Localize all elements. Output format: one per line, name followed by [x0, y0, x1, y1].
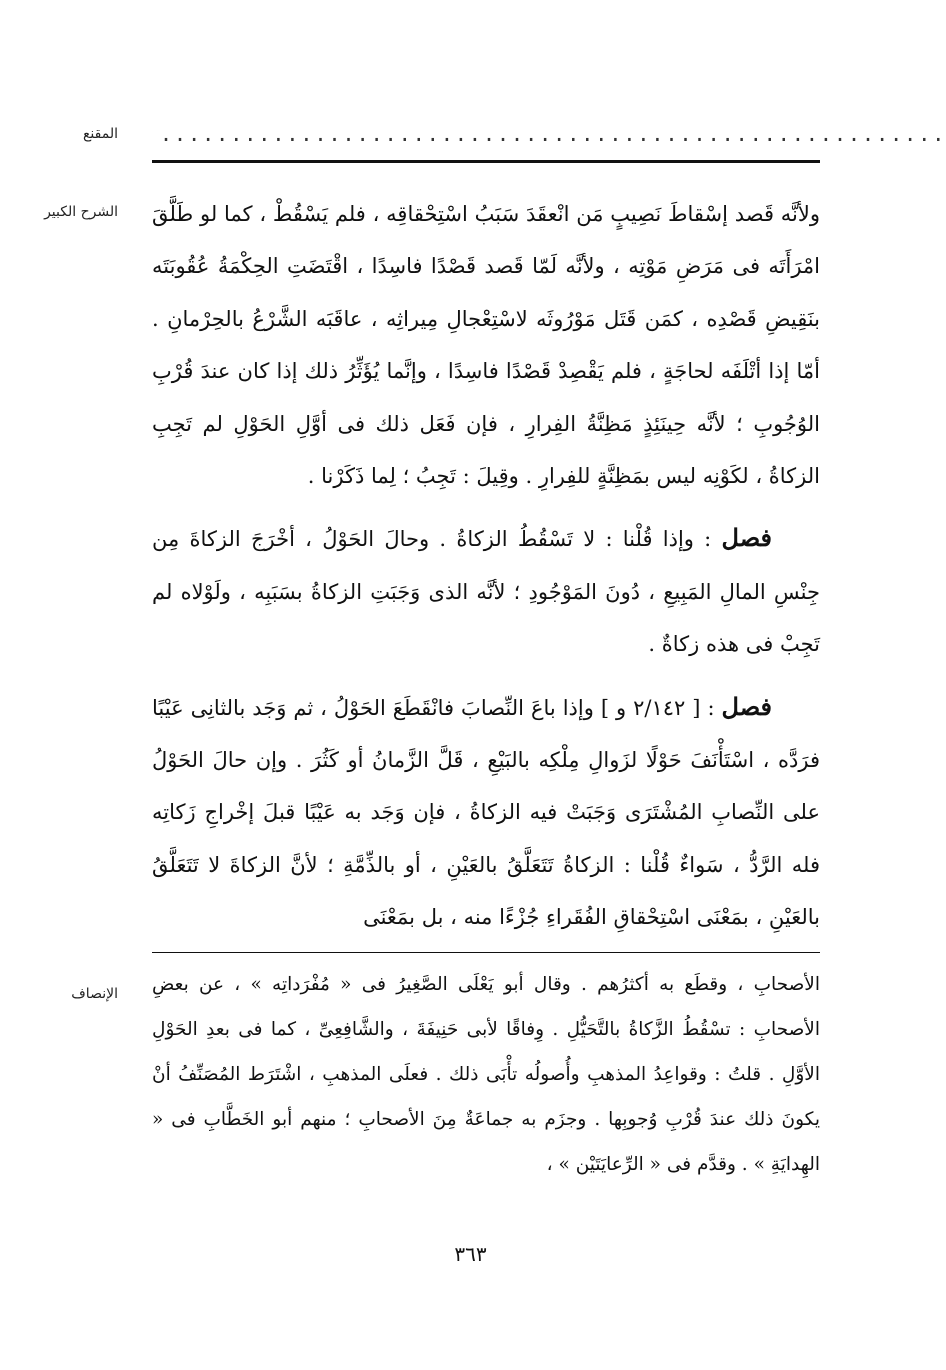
header-rule: [152, 160, 820, 163]
fasl-heading: فصل: [721, 523, 772, 553]
fasl-heading-2: فصل: [721, 691, 772, 721]
section-divider: [152, 952, 820, 953]
dotted-separator: ........................................................: [160, 122, 946, 146]
paragraph-1: ولأنَّه قَصد إسْقاطَ نَصِيبٍ مَن انْعقَدَ سَبَبُ اسْتِحْقاقِه ، فلم يَسْقُطْ ، كما لو طَلَّقَ امْرَأَتَه فى مَرَضِ مَوْتِه ، ولأنَّه لَمّا قَصد قَصْدًا فاسِدًا ، اقْتَضَتِ الحِكْمَةُ عُقُوبَتَه بنَقِيضِ قَصْدِه ، كمَن قَتَل مَوْرُوثَه لاسْتِعْجالِ مِيراثِه ، عاقَبَه الشَّرْعُ بالحِرْمانِ . أمّا إذا أتْلَفَه لحاجَةٍ ، فلم يَقْصِدْ قَصْدًا فاسِدًا ، وإنَّما يُؤَثِّرُ ذلك إذا كان عندَ قُرْبِ الوُجُوبِ ؛ لأنَّه حِينَئِذٍ مَظِنَّةُ الفِرارِ ، فإن فَعَل ذلك فى أوَّلِ الحَوْلِ لم تَجِبِ الزكاةُ ، لكَوْنِه ليس بمَظِنَّةٍ للفِرارِ . وقِيلَ : تَجِبُ ؛ لِما ذَكَرْنا .: [152, 202, 820, 489]
book-label-sharh-kabir: الشرح الكبير: [44, 204, 118, 220]
main-text-block: [152, 188, 820, 944]
paragraph-2: [152, 512, 820, 670]
book-label-insaf: الإنصاف: [71, 986, 118, 1002]
paragraph-3: [152, 681, 820, 944]
page-number: ٣٦٣: [454, 1242, 487, 1266]
paragraph-3-text: : [ ٢/١٤٢ و ] وإذا باعَ النِّصابَ فانْقَطَعَ الحَوْلُ ، ثم وَجَد بالثانِى عَيْبًا فرَدَّه ، اسْتَأْنَفَ حَوْلًا لزَوالِ مِلْكِه بالبَيْعِ ، قَلَّ الزَّمانُ أو كَثُرَ . وإن حالَ الحَوْلُ على النِّصابِ المُشْتَرَى وَجَبَتْ فيه الزكاةُ ، فإن وَجَد به عَيْبًا قبلَ إخْراجِ زَكاتِه فله الرَّدُّ ، سَواءٌ قُلْنا : الزكاةُ تَتَعَلَّقُ بالعَيْنِ ، أو بالذِّمَّةِ ؛ لأنَّ الزكاةَ لا تَتَعَلَّقُ بالعَيْنِ ، بمَعْنَى اسْتِحْقاقِ الفُقَراءِ جُزْءًا منه ، بل بمَعْنَى: [152, 695, 820, 930]
paragraph-2-text: : وإذا قُلْنا : لا تَسْقُطُ الزكاةُ . وحالَ الحَوْلُ ، أخْرَجَ الزكاةَ مِن جِنْسِ المالِ المَبِيعِ ، دُونَ المَوْجُودِ ؛ لأنَّه الذى وَجَبَتِ الزكاةُ بسَبَبِه ، ولَوْلاه لم تَجِبْ فى هذه زكاةٌ .: [152, 527, 820, 657]
insaf-paragraph: الأصحابِ ، وقطَع به أكثرُهم . وقال أبو يَعْلَى الصَّغِيرُ فى « مُفْرَداتِه » ، عن بعضِ الأصحابِ : تسْقُطُ الزَّكاةُ بالتَّحَيُّلِ . وِفاقًا لأبى حَنِيفَةَ ، والشَّافِعِىِّ ، كما فى بعدِ الحَوْلِ الأوَّلِ . قلتُ : وقواعِدُ المذهبِ وأُصولُه تأْبَى ذلك . فعلَى المذهبِ ، اشْتَرَط المُصَنِّفُ أنْ يكونَ ذلك عندَ قُرْبِ وُجوبِها . وجزَم به جماعَةٌ مِنَ الأصحابِ ؛ منهم أبو الخَطَّابِ فى « الهِدايَةِ » . وقدَّم فى « الرِّعايَتَيْن » ،: [152, 974, 820, 1175]
insaf-text-block: [152, 962, 820, 1187]
book-label-muqni: المقنع: [82, 126, 118, 142]
